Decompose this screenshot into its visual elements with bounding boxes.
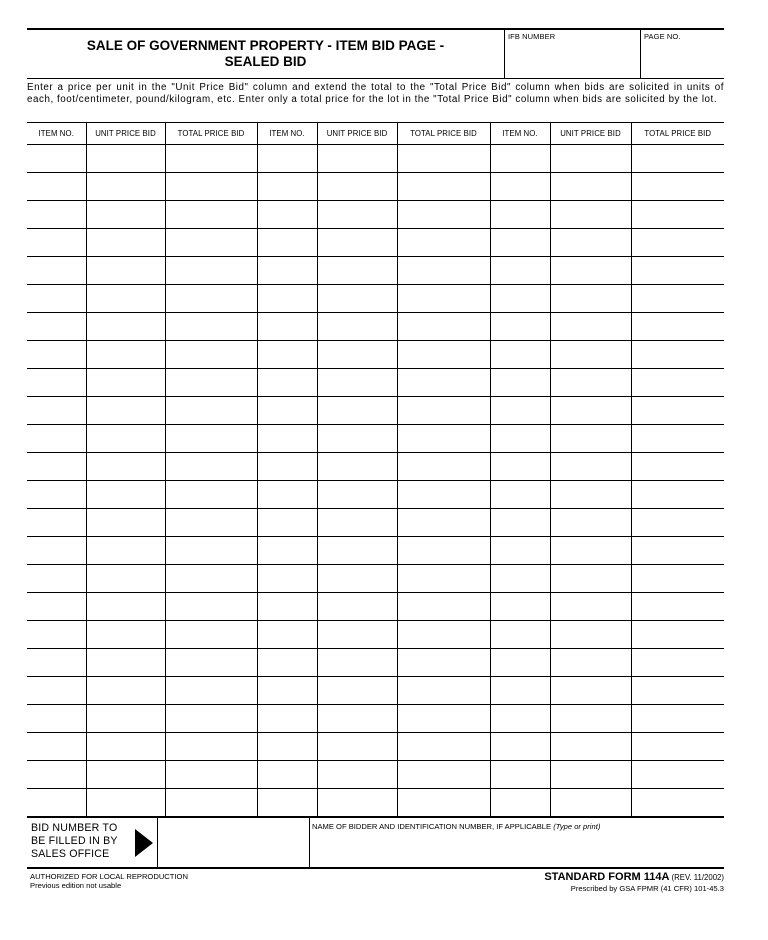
bid-cell[interactable] [397, 173, 490, 201]
table-row [27, 369, 724, 397]
bid-cell[interactable] [257, 425, 317, 453]
table-row [27, 537, 724, 565]
bid-number-field[interactable] [157, 818, 310, 867]
bid-cell[interactable] [550, 565, 631, 593]
bid-cell[interactable] [317, 761, 397, 789]
bid-cell[interactable] [86, 145, 165, 173]
bid-cell[interactable] [631, 677, 724, 705]
bid-cell[interactable] [86, 537, 165, 565]
bid-cell[interactable] [317, 705, 397, 733]
bid-cell[interactable] [397, 481, 490, 509]
table-row [27, 341, 724, 369]
bid-cell[interactable] [631, 593, 724, 621]
bid-cell[interactable] [86, 677, 165, 705]
bid-cell[interactable] [631, 257, 724, 285]
bid-cell[interactable] [397, 789, 490, 817]
bid-cell[interactable] [165, 621, 257, 649]
table-body [27, 145, 724, 817]
bid-cell[interactable] [27, 593, 86, 621]
bid-cell[interactable] [86, 397, 165, 425]
bid-cell[interactable] [317, 481, 397, 509]
table-row [27, 425, 724, 453]
bid-cell[interactable] [490, 397, 550, 425]
table-row [27, 285, 724, 313]
bid-cell[interactable] [317, 397, 397, 425]
bid-cell[interactable] [397, 565, 490, 593]
table-row [27, 593, 724, 621]
bid-cell[interactable] [317, 257, 397, 285]
prescribed-by: Prescribed by GSA FPMR (41 CFR) 101-45.3 [570, 884, 724, 893]
bid-cell[interactable] [317, 733, 397, 761]
bid-cell[interactable] [631, 369, 724, 397]
bid-cell[interactable] [550, 313, 631, 341]
bid-cell[interactable] [631, 285, 724, 313]
table-row [27, 509, 724, 537]
bid-cell[interactable] [165, 789, 257, 817]
bid-cell[interactable] [631, 145, 724, 173]
bid-cell[interactable] [490, 537, 550, 565]
bid-cell[interactable] [165, 761, 257, 789]
bid-cell[interactable] [397, 341, 490, 369]
bid-cell[interactable] [257, 201, 317, 229]
bid-cell[interactable] [317, 313, 397, 341]
bid-cell[interactable] [86, 509, 165, 537]
bid-cell[interactable] [490, 425, 550, 453]
form-title-line2: SEALED BID [224, 54, 307, 69]
bid-cell[interactable] [397, 369, 490, 397]
bid-cell[interactable] [257, 285, 317, 313]
bid-cell[interactable] [490, 173, 550, 201]
bid-cell[interactable] [317, 453, 397, 481]
bid-cell[interactable] [257, 313, 317, 341]
column-header: ITEM NO. [490, 123, 550, 145]
bid-cell[interactable] [631, 425, 724, 453]
bid-cell[interactable] [257, 677, 317, 705]
bid-cell[interactable] [631, 509, 724, 537]
bid-cell[interactable] [257, 649, 317, 677]
table-row [27, 565, 724, 593]
table-row [27, 453, 724, 481]
bid-cell[interactable] [27, 453, 86, 481]
bid-cell[interactable] [86, 453, 165, 481]
bid-cell[interactable] [397, 453, 490, 481]
bid-cell[interactable] [550, 173, 631, 201]
table-row [27, 201, 724, 229]
bid-cell[interactable] [27, 313, 86, 341]
bid-cell[interactable] [550, 761, 631, 789]
bid-cell[interactable] [550, 285, 631, 313]
bid-cell[interactable] [257, 509, 317, 537]
bid-cell[interactable] [490, 229, 550, 257]
bid-number-label [31, 822, 126, 861]
form-header [27, 28, 724, 79]
instructions-text: Enter a price per unit in the "Unit Price Bid" column and extend the total to the "Total Price Bid" column when bids are solicited in units of each, foot/centimeter, pound/kilogram, etc. Enter only a total price for the lot in the "Total Price Bid" column when bids are solicited by the lot. [27, 82, 724, 106]
bid-cell[interactable] [317, 565, 397, 593]
bid-cell[interactable] [490, 677, 550, 705]
bid-cell[interactable] [550, 677, 631, 705]
bid-cell[interactable] [631, 733, 724, 761]
bid-cell[interactable] [317, 229, 397, 257]
bid-cell[interactable] [86, 229, 165, 257]
bid-cell[interactable] [27, 425, 86, 453]
bidder-name-hint: (Type or print) [553, 822, 601, 831]
form-footer [27, 817, 724, 869]
column-header: UNIT PRICE BID [86, 123, 165, 145]
bid-cell[interactable] [397, 677, 490, 705]
column-header: ITEM NO. [27, 123, 86, 145]
bid-cell[interactable] [490, 705, 550, 733]
bid-cell[interactable] [27, 229, 86, 257]
bid-cell[interactable] [397, 733, 490, 761]
bid-cell[interactable] [550, 341, 631, 369]
bid-cell[interactable] [27, 509, 86, 537]
bidder-name-label-text: NAME OF BIDDER AND IDENTIFICATION NUMBER, IF APPLICABLE [312, 822, 552, 831]
table-header-row [27, 123, 724, 145]
bid-cell[interactable] [317, 649, 397, 677]
bid-cell[interactable] [550, 621, 631, 649]
bid-cell[interactable] [165, 649, 257, 677]
bid-cell[interactable] [27, 397, 86, 425]
table-row [27, 789, 724, 817]
bid-cell[interactable] [317, 145, 397, 173]
bid-cell[interactable] [631, 173, 724, 201]
bid-cell[interactable] [490, 313, 550, 341]
bid-cell[interactable] [257, 145, 317, 173]
bid-cell[interactable] [317, 509, 397, 537]
table-row [27, 621, 724, 649]
bid-cell[interactable] [397, 593, 490, 621]
authorization-line1: AUTHORIZED FOR LOCAL REPRODUCTION [30, 872, 188, 881]
table-row [27, 145, 724, 173]
bid-cell[interactable] [397, 285, 490, 313]
authorization-note [30, 872, 188, 890]
bid-cell[interactable] [165, 285, 257, 313]
bidder-name-field[interactable] [309, 818, 725, 867]
table-row [27, 397, 724, 425]
column-header: TOTAL PRICE BID [397, 123, 490, 145]
bid-cell[interactable] [490, 481, 550, 509]
bid-cell[interactable] [490, 733, 550, 761]
bid-cell[interactable] [27, 369, 86, 397]
bid-cell[interactable] [550, 145, 631, 173]
bid-cell[interactable] [86, 341, 165, 369]
table-row [27, 761, 724, 789]
bid-cell[interactable] [397, 761, 490, 789]
bid-form [27, 28, 724, 899]
bid-cell[interactable] [397, 397, 490, 425]
bid-cell[interactable] [490, 257, 550, 285]
column-header: UNIT PRICE BID [550, 123, 631, 145]
column-header: TOTAL PRICE BID [165, 123, 257, 145]
bid-cell[interactable] [86, 565, 165, 593]
bid-cell[interactable] [165, 229, 257, 257]
table-row [27, 229, 724, 257]
bid-cell[interactable] [490, 509, 550, 537]
bid-cell[interactable] [490, 565, 550, 593]
bid-cell[interactable] [550, 789, 631, 817]
bid-cell[interactable] [27, 257, 86, 285]
bid-cell[interactable] [631, 453, 724, 481]
bid-cell[interactable] [317, 677, 397, 705]
bid-cell[interactable] [490, 649, 550, 677]
table-row [27, 313, 724, 341]
bid-cell[interactable] [86, 313, 165, 341]
bid-cell[interactable] [631, 789, 724, 817]
bid-cell[interactable] [490, 761, 550, 789]
bid-cell[interactable] [27, 705, 86, 733]
bid-cell[interactable] [631, 313, 724, 341]
bid-cell[interactable] [631, 621, 724, 649]
bid-cell[interactable] [257, 369, 317, 397]
bid-cell[interactable] [165, 705, 257, 733]
bid-cell[interactable] [631, 481, 724, 509]
bid-cell[interactable] [27, 761, 86, 789]
table-row [27, 649, 724, 677]
bid-cell[interactable] [397, 537, 490, 565]
bid-cell[interactable] [257, 453, 317, 481]
bid-number-label-line3: SALES OFFICE [31, 848, 110, 860]
bid-number-label-line2: BE FILLED IN BY [31, 835, 118, 847]
bid-table [27, 122, 724, 817]
bid-cell[interactable] [317, 369, 397, 397]
bid-cell[interactable] [86, 481, 165, 509]
page-number-field[interactable] [640, 30, 725, 78]
bid-cell[interactable] [631, 229, 724, 257]
bid-cell[interactable] [165, 425, 257, 453]
bid-cell[interactable] [550, 481, 631, 509]
bid-cell[interactable] [257, 257, 317, 285]
bid-cell[interactable] [257, 341, 317, 369]
bid-cell[interactable] [257, 761, 317, 789]
bid-cell[interactable] [86, 705, 165, 733]
bid-cell[interactable] [257, 733, 317, 761]
bid-cell[interactable] [165, 313, 257, 341]
bid-cell[interactable] [27, 481, 86, 509]
bid-cell[interactable] [27, 201, 86, 229]
page-number-label: PAGE NO. [644, 32, 681, 41]
form-bottom [27, 869, 724, 899]
bid-cell[interactable] [550, 733, 631, 761]
bid-cell[interactable] [86, 201, 165, 229]
bid-cell[interactable] [165, 257, 257, 285]
form-title-line1: SALE OF GOVERNMENT PROPERTY - ITEM BID PAGE - [86, 38, 445, 53]
form-title [27, 30, 504, 78]
bid-cell[interactable] [550, 425, 631, 453]
bid-cell[interactable] [550, 229, 631, 257]
bid-cell[interactable] [257, 593, 317, 621]
bid-cell[interactable] [631, 649, 724, 677]
bid-cell[interactable] [631, 397, 724, 425]
ifb-number-field[interactable] [504, 30, 641, 78]
arrow-right-icon [135, 829, 153, 857]
bid-cell[interactable] [550, 369, 631, 397]
bid-cell[interactable] [86, 257, 165, 285]
bid-cell[interactable] [165, 173, 257, 201]
bid-cell[interactable] [631, 761, 724, 789]
bid-cell[interactable] [631, 341, 724, 369]
bid-cell[interactable] [27, 789, 86, 817]
bid-cell[interactable] [165, 201, 257, 229]
bid-cell[interactable] [27, 565, 86, 593]
bid-cell[interactable] [490, 369, 550, 397]
bid-cell[interactable] [257, 565, 317, 593]
bid-cell[interactable] [490, 145, 550, 173]
bid-cell[interactable] [86, 369, 165, 397]
bid-cell[interactable] [86, 285, 165, 313]
bid-cell[interactable] [490, 593, 550, 621]
bid-cell[interactable] [317, 285, 397, 313]
bid-cell[interactable] [550, 201, 631, 229]
bid-cell[interactable] [27, 145, 86, 173]
bid-cell[interactable] [86, 173, 165, 201]
bid-cell[interactable] [397, 313, 490, 341]
bid-cell[interactable] [550, 649, 631, 677]
bid-cell[interactable] [27, 677, 86, 705]
bid-cell[interactable] [257, 229, 317, 257]
bid-cell[interactable] [631, 565, 724, 593]
bid-cell[interactable] [165, 341, 257, 369]
bid-cell[interactable] [86, 593, 165, 621]
bid-cell[interactable] [165, 509, 257, 537]
bid-cell[interactable] [257, 173, 317, 201]
bid-cell[interactable] [165, 481, 257, 509]
bid-cell[interactable] [397, 145, 490, 173]
bid-cell[interactable] [257, 621, 317, 649]
bid-cell[interactable] [27, 649, 86, 677]
bid-cell[interactable] [397, 509, 490, 537]
bid-cell[interactable] [317, 789, 397, 817]
bid-cell[interactable] [550, 509, 631, 537]
standard-form-id [544, 872, 724, 894]
bid-cell[interactable] [397, 621, 490, 649]
table-row [27, 733, 724, 761]
bid-cell[interactable] [165, 369, 257, 397]
bid-cell[interactable] [165, 397, 257, 425]
bid-cell[interactable] [165, 565, 257, 593]
bid-cell[interactable] [317, 425, 397, 453]
bid-cell[interactable] [86, 621, 165, 649]
bid-number-label-line1: BID NUMBER TO [31, 822, 118, 834]
bid-cell[interactable] [86, 425, 165, 453]
bid-cell[interactable] [165, 145, 257, 173]
bid-cell[interactable] [257, 705, 317, 733]
bid-cell[interactable] [631, 705, 724, 733]
bid-cell[interactable] [27, 621, 86, 649]
bid-cell[interactable] [165, 453, 257, 481]
bid-cell[interactable] [165, 733, 257, 761]
bid-cell[interactable] [550, 705, 631, 733]
table-row [27, 705, 724, 733]
bid-cell[interactable] [550, 397, 631, 425]
column-header: ITEM NO. [257, 123, 317, 145]
table-row [27, 481, 724, 509]
bid-cell[interactable] [27, 733, 86, 761]
column-header: UNIT PRICE BID [317, 123, 397, 145]
bid-cell[interactable] [86, 649, 165, 677]
form-name: STANDARD FORM 114A [544, 871, 670, 883]
bid-cell[interactable] [631, 537, 724, 565]
bid-cell[interactable] [165, 677, 257, 705]
bid-cell[interactable] [397, 201, 490, 229]
bid-cell[interactable] [397, 257, 490, 285]
bid-cell[interactable] [550, 453, 631, 481]
bid-cell[interactable] [317, 593, 397, 621]
bid-cell[interactable] [317, 537, 397, 565]
form-revision: (REV. 11/2002) [671, 873, 724, 882]
bid-cell[interactable] [317, 341, 397, 369]
bid-cell[interactable] [165, 593, 257, 621]
bid-cell[interactable] [490, 789, 550, 817]
bid-cell[interactable] [490, 453, 550, 481]
bid-cell[interactable] [397, 649, 490, 677]
table-row [27, 173, 724, 201]
bid-cell[interactable] [257, 537, 317, 565]
authorization-line2: Previous edition not usable [30, 881, 122, 890]
table-row [27, 677, 724, 705]
table-row [27, 257, 724, 285]
bid-cell[interactable] [257, 481, 317, 509]
ifb-number-label: IFB NUMBER [508, 32, 556, 41]
bid-cell[interactable] [27, 341, 86, 369]
bid-cell[interactable] [631, 201, 724, 229]
bid-cell[interactable] [490, 621, 550, 649]
bid-cell[interactable] [397, 425, 490, 453]
bid-cell[interactable] [490, 201, 550, 229]
bid-cell[interactable] [317, 173, 397, 201]
bid-cell[interactable] [550, 593, 631, 621]
bid-cell[interactable] [27, 173, 86, 201]
bid-cell[interactable] [86, 789, 165, 817]
bid-cell[interactable] [27, 285, 86, 313]
bid-cell[interactable] [317, 201, 397, 229]
bid-cell[interactable] [165, 537, 257, 565]
bid-cell[interactable] [397, 705, 490, 733]
bid-cell[interactable] [550, 537, 631, 565]
bid-cell[interactable] [317, 621, 397, 649]
bid-cell[interactable] [490, 341, 550, 369]
column-header: TOTAL PRICE BID [631, 123, 724, 145]
bid-cell[interactable] [490, 285, 550, 313]
bid-cell[interactable] [86, 733, 165, 761]
bid-cell[interactable] [550, 257, 631, 285]
bid-cell[interactable] [257, 397, 317, 425]
bid-cell[interactable] [397, 229, 490, 257]
bidder-name-label [310, 818, 725, 831]
bid-cell[interactable] [86, 761, 165, 789]
bid-cell[interactable] [257, 789, 317, 817]
bid-cell[interactable] [27, 537, 86, 565]
